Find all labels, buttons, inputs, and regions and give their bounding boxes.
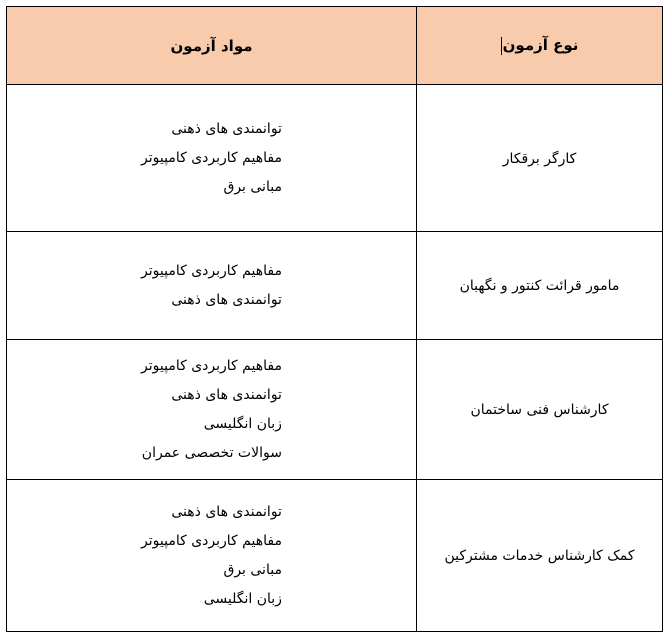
subject-item: توانمندی های ذهنی	[171, 291, 282, 308]
exam-type-text: کارشناس فنی ساختمان	[470, 402, 609, 418]
subject-item: زبان انگلیسی	[203, 415, 282, 432]
exam-type-text: کارگر برقکار	[502, 150, 577, 167]
subject-item: مفاهیم کاربردی کامپیوتر	[141, 262, 282, 279]
subject-item: توانمندی های ذهنی	[171, 120, 282, 137]
table-row	[7, 232, 663, 340]
exam-type-cell[interactable]	[417, 340, 663, 480]
header-exam-subjects[interactable]	[7, 7, 417, 85]
subject-item: زبان انگلیسی	[203, 590, 282, 607]
subject-item: سوالات تخصصی عمران	[141, 444, 282, 461]
header-exam-type-label: نوع آزمون	[502, 36, 579, 55]
table-row	[7, 85, 663, 232]
subject-item: توانمندی های ذهنی	[171, 503, 282, 520]
exam-type-cell[interactable]	[417, 85, 663, 232]
subject-list	[141, 498, 282, 614]
header-exam-type[interactable]	[417, 7, 663, 85]
exam-type-cell[interactable]	[417, 232, 663, 340]
subject-item: مبانی برق	[223, 561, 282, 578]
subject-item: مفاهیم کاربردی کامپیوتر	[141, 532, 282, 549]
header-exam-subjects-label: مواد آزمون	[170, 36, 253, 55]
exam-type-cell[interactable]	[417, 480, 663, 632]
table-row	[7, 340, 663, 480]
exam-type-text: کمک کارشناس خدمات مشترکین	[444, 548, 635, 564]
exam-subjects-cell[interactable]	[7, 480, 417, 632]
text-cursor	[501, 37, 502, 55]
subject-list	[141, 115, 282, 202]
exam-type-text: مامور قرائت کنتور و نگهبان	[459, 278, 620, 294]
exam-subjects-cell[interactable]	[7, 232, 417, 340]
subject-item: توانمندی های ذهنی	[171, 386, 282, 403]
table-header-row	[7, 7, 663, 85]
subject-item: مفاهیم کاربردی کامپیوتر	[141, 149, 282, 166]
table-row	[7, 480, 663, 632]
subject-list	[141, 352, 282, 468]
exam-subjects-cell[interactable]	[7, 85, 417, 232]
exam-subjects-cell[interactable]	[7, 340, 417, 480]
subject-item: مبانی برق	[223, 178, 282, 195]
subject-list	[141, 257, 282, 315]
subject-item: مفاهیم کاربردی کامپیوتر	[141, 357, 282, 374]
exam-table	[6, 6, 663, 632]
